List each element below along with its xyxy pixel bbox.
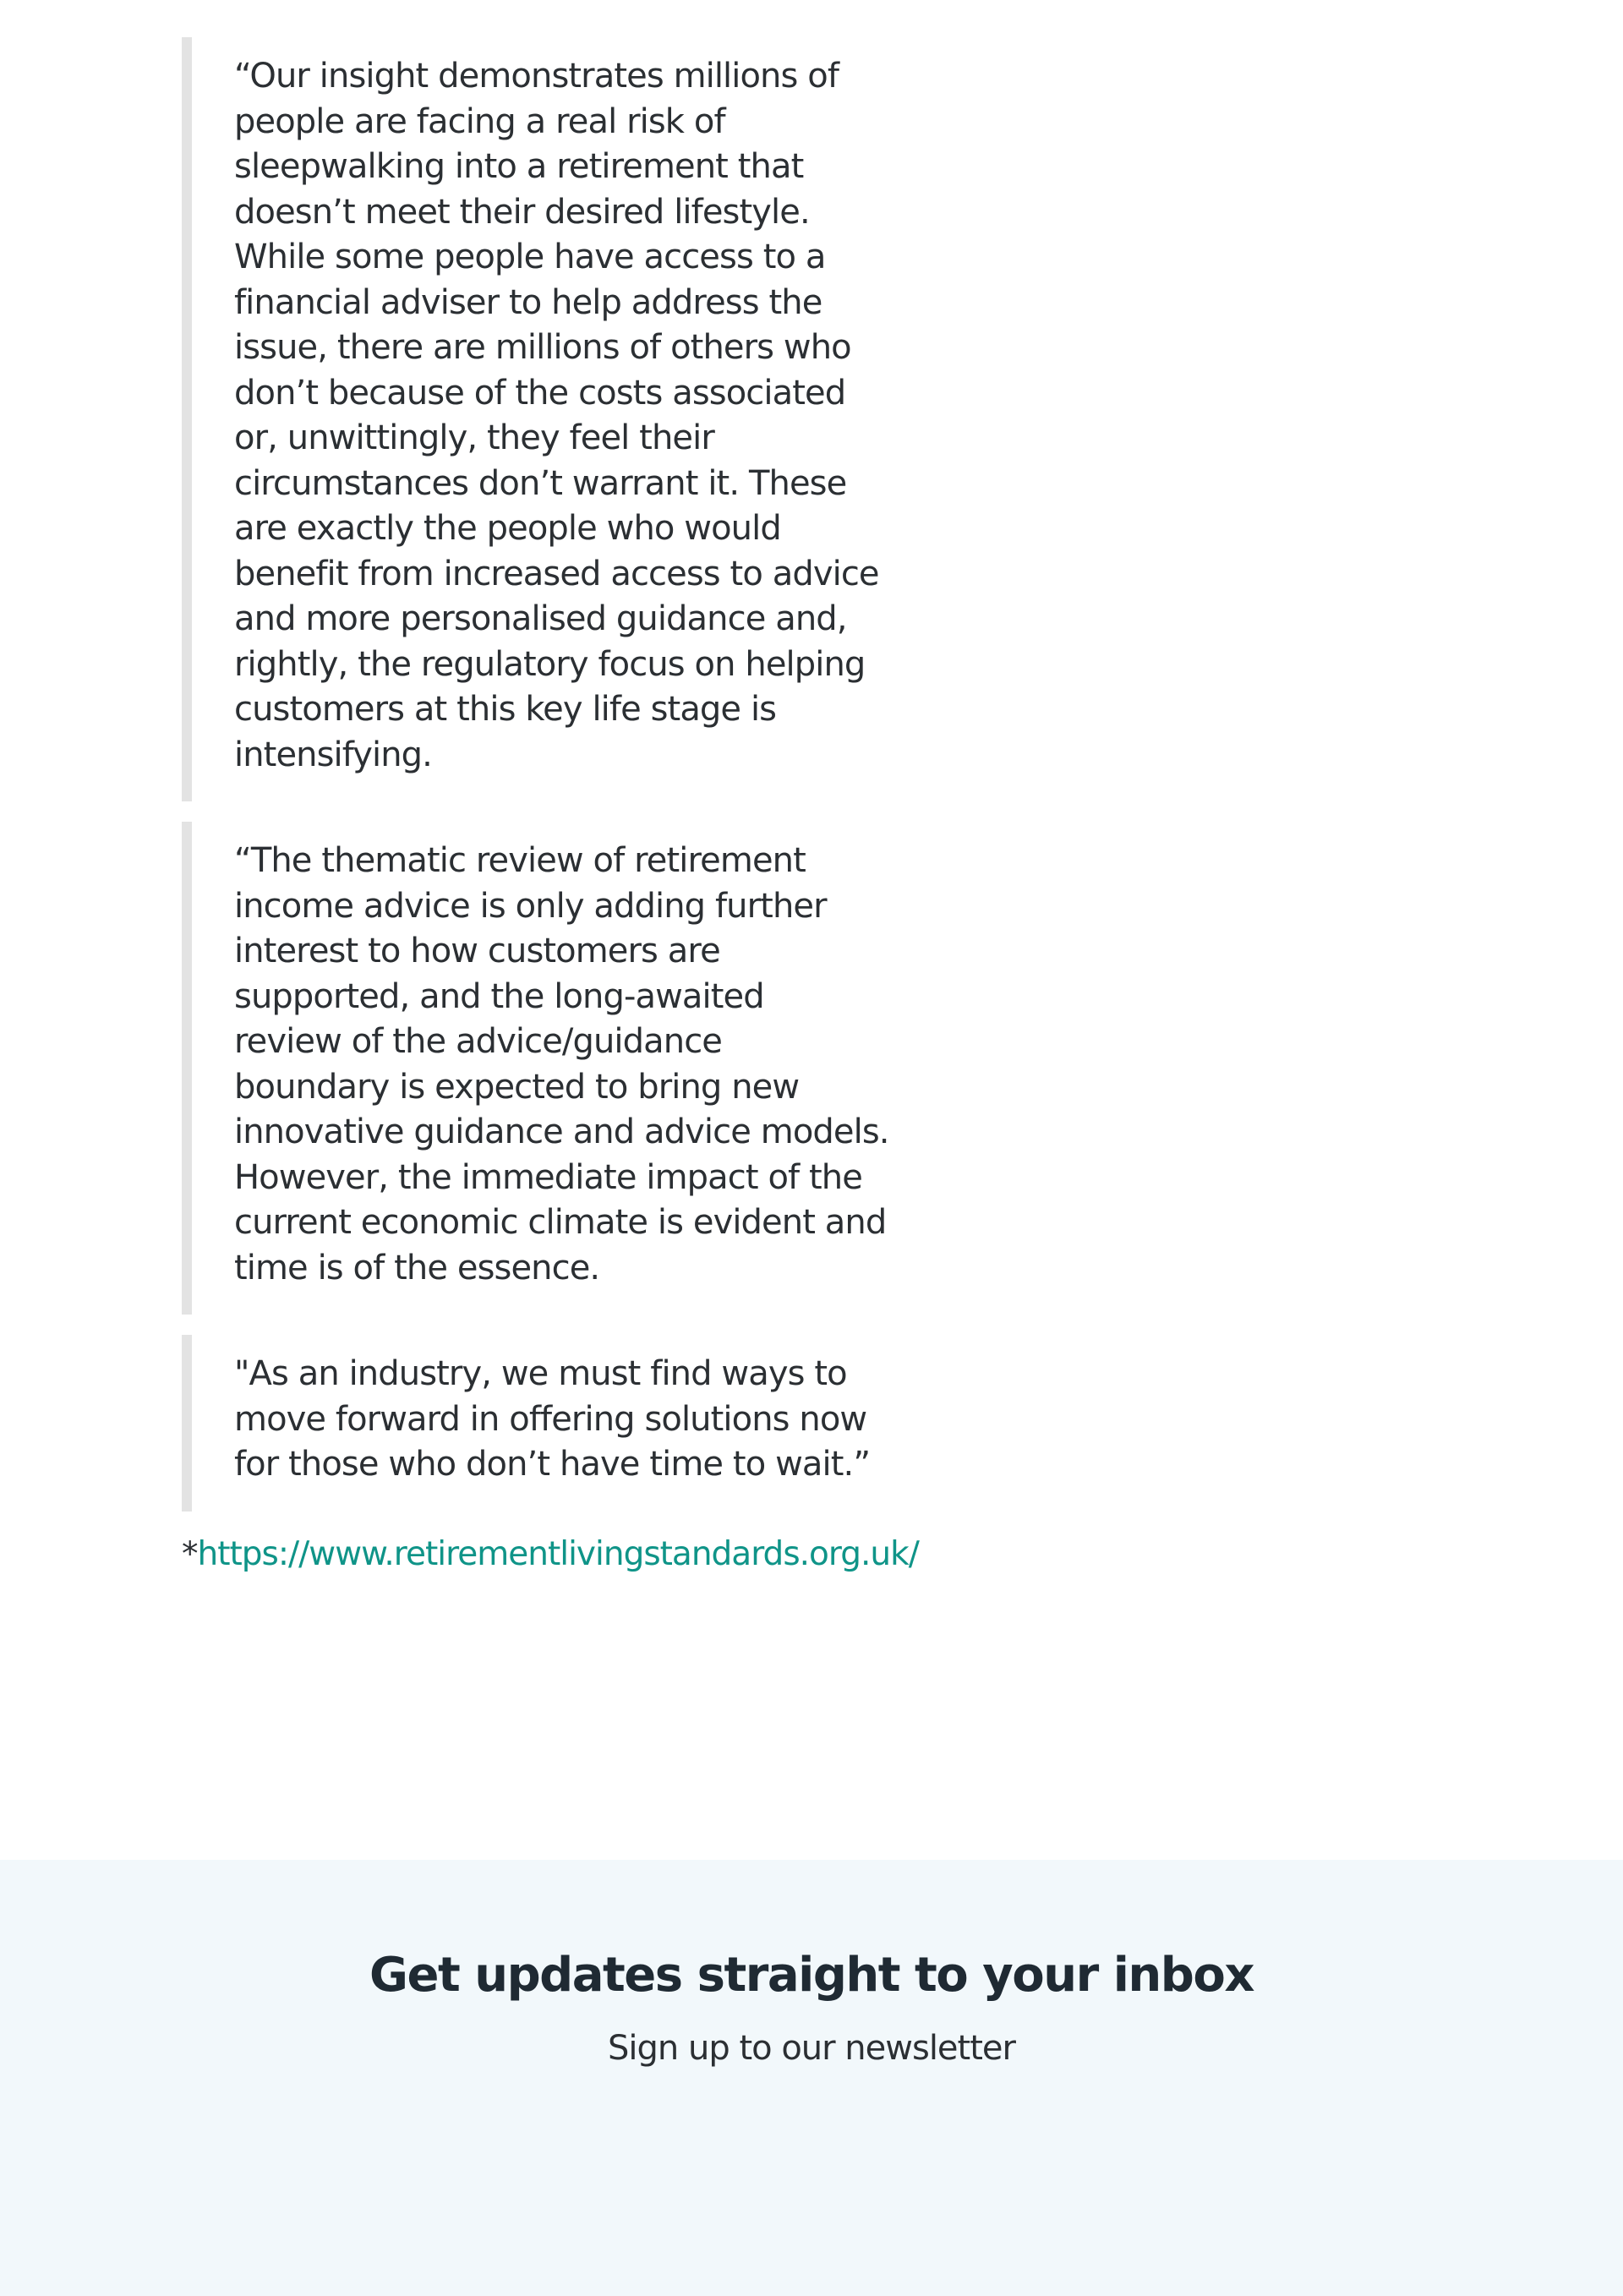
newsletter-subtitle: Sign up to our newsletter — [608, 2029, 1015, 2068]
newsletter-section — [0, 1860, 1623, 2296]
article-body — [182, 37, 943, 1577]
quote-text-3: "As an industry, we must find ways to move forward in offering solutions now for those who don’t have time to wait.” — [234, 1354, 871, 1484]
blockquote-1 — [182, 37, 910, 801]
quote-text-1: “Our insight demonstrates millions of people are facing a real risk of sleepwalking into a retirement that doesn’t meet their desired lifestyle. While some people have access to a financial adviser to help address the issue, there are millions of others who don’t because of the costs associated or, unwittingly, they feel their circumstances don’t warrant it. These are exactly the people who would benefit from increased access to advice and more personalised guidance and, rightly, the regulatory focus on helping customers at this key life stage is intensifying. — [234, 57, 879, 774]
blockquote-2 — [182, 822, 910, 1315]
source-footnote — [182, 1532, 943, 1577]
source-link[interactable]: https://www.retirementlivingstandards.org.uk/ — [197, 1534, 919, 1573]
footnote-asterisk: * — [182, 1534, 198, 1573]
quote-text-2: “The thematic review of retirement income advice is only adding further interest to how customers are supported, and the long-awaited review of the advice/guidance boundary is expected to bring new innovative guidance and advice models. However, the immediate impact of the current economic climate is evident and time is of the essence. — [234, 841, 889, 1287]
newsletter-title: Get updates straight to your inbox — [369, 1948, 1254, 2003]
blockquote-3 — [182, 1335, 910, 1512]
